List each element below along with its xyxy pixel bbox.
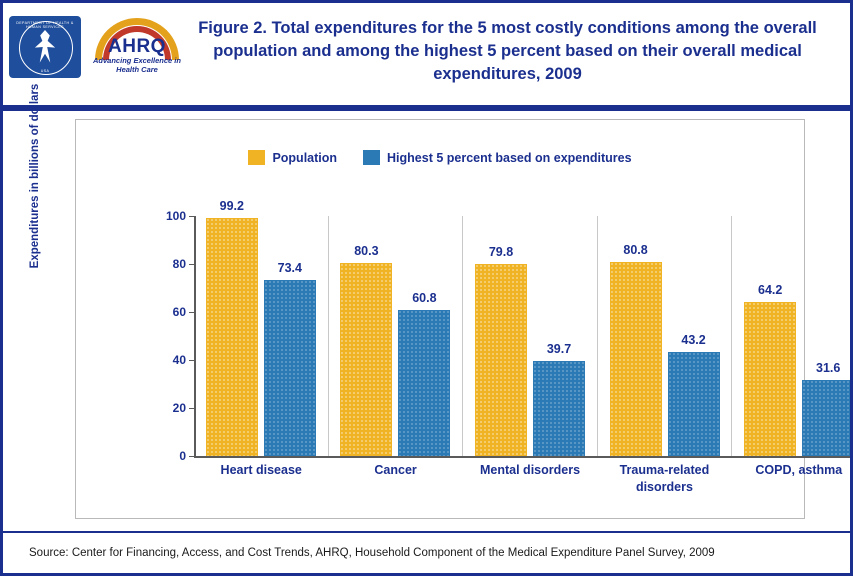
chart-area bbox=[3, 83, 850, 539]
chart-legend bbox=[76, 150, 804, 165]
x-label-heart-disease: Heart disease bbox=[220, 463, 302, 477]
bar-group-cancer bbox=[329, 216, 464, 456]
bar-wrap-highest bbox=[668, 216, 720, 456]
legend-item-population bbox=[248, 150, 337, 165]
bar-wrap-population bbox=[744, 216, 796, 456]
legend-label-highest: Highest 5 percent based on expenditures bbox=[387, 150, 632, 165]
bar-wrap-population bbox=[475, 216, 527, 456]
legend-item-highest bbox=[363, 150, 632, 165]
hhs-seal-top-text: DEPARTMENT OF HEALTH & HUMAN SERVICES bbox=[16, 21, 74, 29]
bar-group-trauma-related-disorders bbox=[598, 216, 733, 456]
bar-label-highest-mental-disorders: 39.7 bbox=[546, 342, 572, 356]
bar-label-population-trauma-related-disorders: 80.8 bbox=[623, 243, 648, 257]
source-note: Source: Center for Financing, Access, and Cost Trends, AHRQ, Household Component of the Medical Expenditure Panel Survey, 2009 bbox=[29, 547, 715, 559]
bar-label-highest-heart-disease: 73.4 bbox=[277, 261, 302, 275]
hhs-seal-icon bbox=[9, 16, 81, 78]
legend-swatch-highest-icon bbox=[363, 150, 380, 165]
y-tick-0: 0 bbox=[179, 449, 186, 463]
x-axis-category-labels bbox=[194, 462, 853, 496]
bar-population-trauma-related-disorders bbox=[610, 243, 662, 456]
chart-plot-frame bbox=[75, 119, 843, 519]
bar-highest-mental-disorders bbox=[533, 342, 585, 456]
bar-highest-heart-disease bbox=[264, 261, 316, 456]
bar-wrap-highest bbox=[802, 216, 853, 456]
x-label-trauma-related-disorders: Trauma-related disorders bbox=[619, 463, 710, 494]
y-tick-40: 40 bbox=[172, 353, 186, 367]
bar-population-copd-asthma bbox=[744, 283, 796, 456]
bar-label-population-heart-disease: 99.2 bbox=[219, 199, 244, 213]
y-axis-title: Expenditures in billions of dollars bbox=[29, 83, 41, 269]
bar-population-cancer bbox=[340, 244, 392, 456]
y-tick-60: 60 bbox=[172, 305, 186, 319]
ahrq-tagline: Advancing Excellence in Health Care bbox=[93, 56, 181, 74]
bar-label-population-mental-disorders: 79.8 bbox=[488, 245, 514, 259]
bar-population-heart-disease bbox=[206, 199, 258, 456]
bar-label-population-cancer: 80.3 bbox=[354, 244, 379, 258]
legend-label-population: Population bbox=[272, 150, 338, 165]
page-title: Figure 2. Total expenditures for the 5 most costly conditions among the overall population and among the highest 5 percent based on their overall medical expenditures, 2009 bbox=[198, 19, 817, 83]
ahrq-logo bbox=[89, 16, 185, 78]
hhs-seal-bottom-text: USA bbox=[40, 69, 50, 73]
bar-group-mental-disorders bbox=[463, 216, 598, 456]
bar-label-highest-trauma-related-disorders: 43.2 bbox=[681, 333, 706, 347]
bar-highest-copd-asthma bbox=[802, 361, 853, 456]
bar-wrap-highest bbox=[533, 216, 585, 456]
bar-wrap-population bbox=[206, 199, 258, 456]
bar-highest-trauma-related-disorders bbox=[668, 333, 720, 456]
bar-group-heart-disease bbox=[194, 199, 329, 456]
bar-population-mental-disorders bbox=[475, 245, 527, 456]
x-label-cancer: Cancer bbox=[374, 463, 417, 477]
x-label-copd-asthma: COPD, asthma bbox=[755, 463, 843, 477]
legend-swatch-population-icon bbox=[248, 150, 265, 165]
bar-groups bbox=[194, 199, 853, 456]
y-axis-ticks bbox=[160, 209, 190, 463]
y-tick-80: 80 bbox=[172, 257, 186, 271]
figure-footer bbox=[3, 531, 850, 573]
bar-group-copd-asthma bbox=[732, 216, 853, 456]
bar-wrap-population bbox=[340, 216, 392, 456]
bar-wrap-population bbox=[610, 216, 662, 456]
bar-highest-cancer bbox=[398, 291, 450, 456]
x-label-mental-disorders: Mental disorders bbox=[480, 463, 581, 477]
bar-wrap-highest bbox=[398, 216, 450, 456]
bar-label-highest-cancer: 60.8 bbox=[412, 291, 437, 305]
bar-wrap-highest bbox=[264, 216, 316, 456]
y-tick-100: 100 bbox=[165, 209, 186, 223]
bar-label-highest-copd-asthma: 31.6 bbox=[816, 361, 841, 375]
ahrq-wordmark: AHRQ bbox=[108, 36, 166, 57]
x-axis-line bbox=[194, 456, 853, 458]
bar-label-population-copd-asthma: 64.2 bbox=[758, 283, 783, 297]
y-tick-20: 20 bbox=[172, 401, 186, 415]
plot bbox=[165, 199, 853, 494]
figure-header bbox=[3, 3, 850, 111]
